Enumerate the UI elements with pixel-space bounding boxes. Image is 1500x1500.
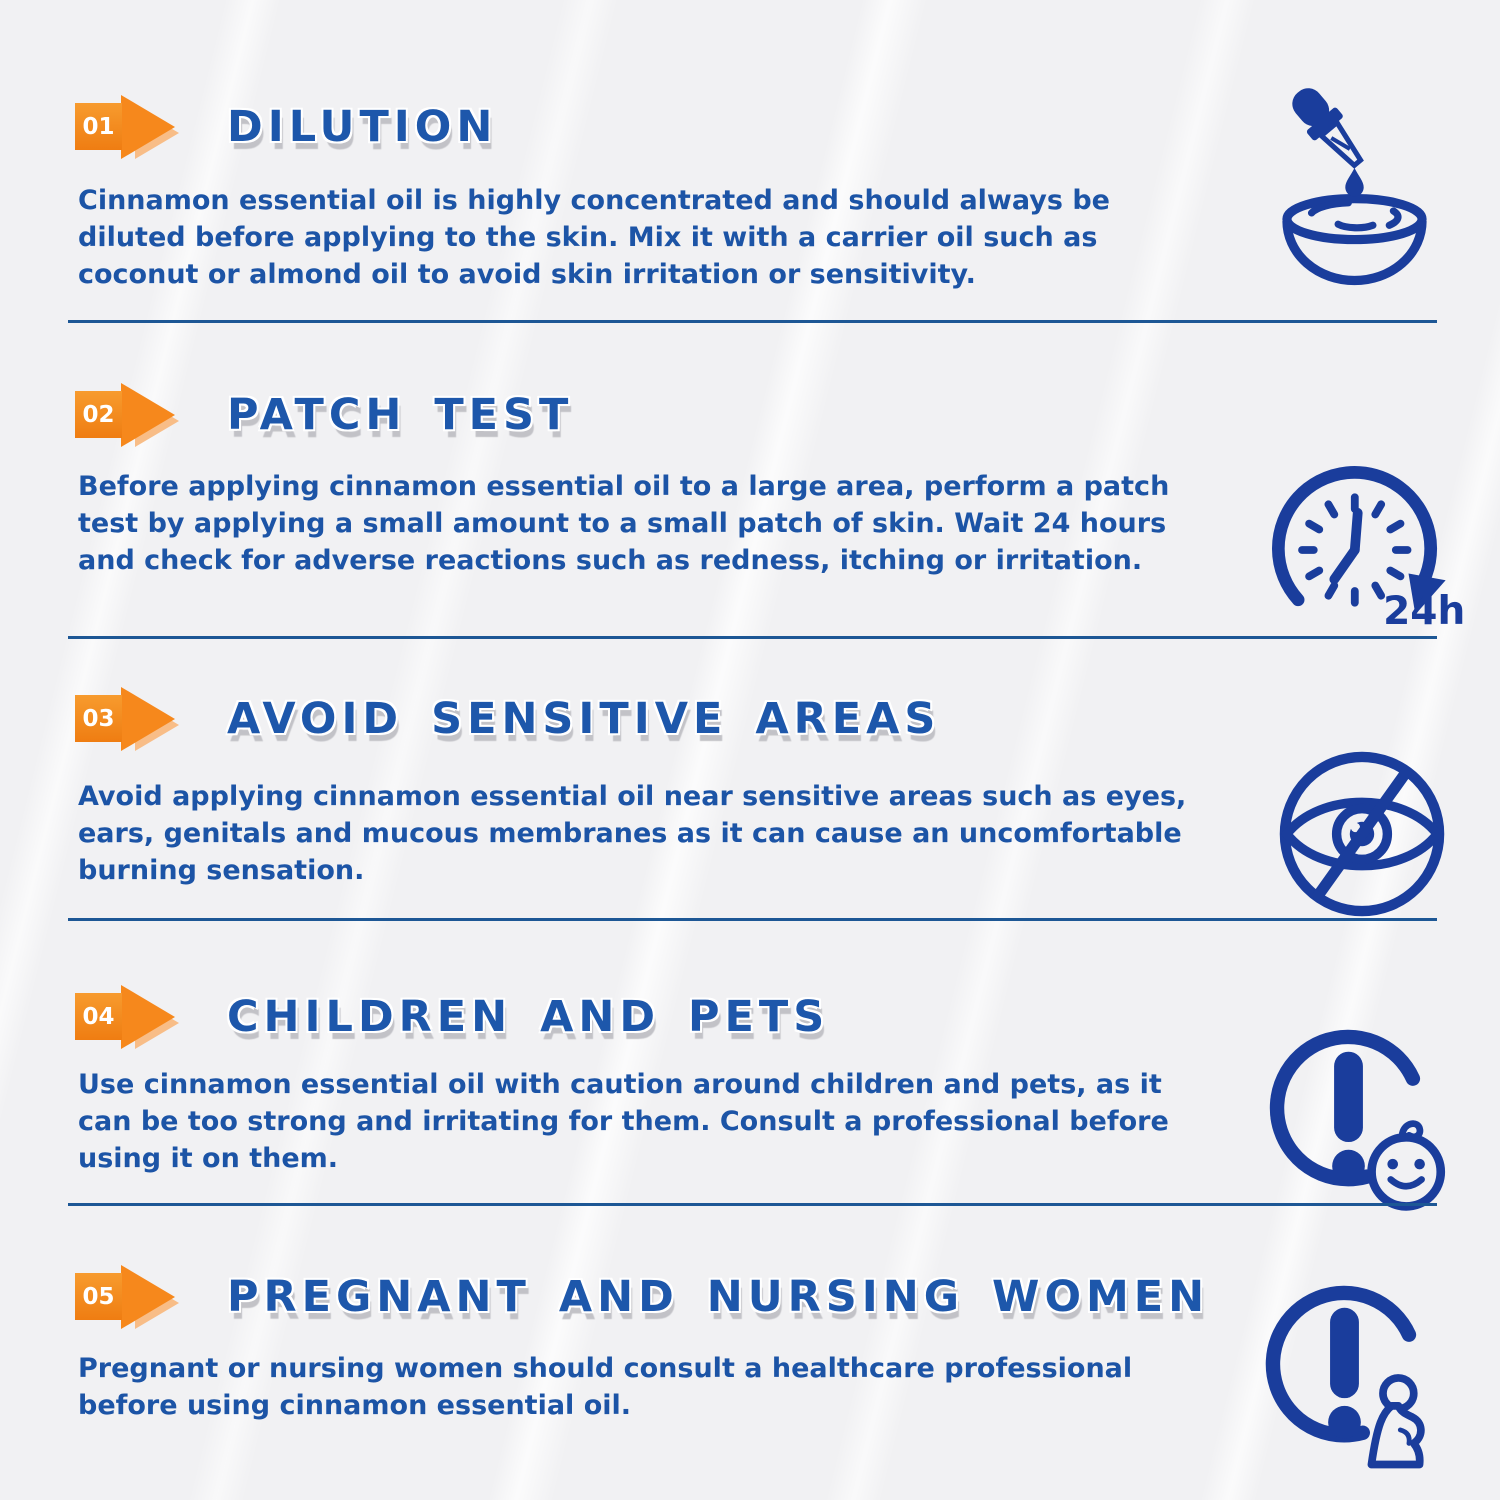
section-number-badge <box>75 94 207 160</box>
divider <box>68 1203 1437 1206</box>
divider <box>68 636 1437 639</box>
section-title: PREGNANT AND NURSING WOMEN <box>227 1272 1210 1322</box>
section-title: DILUTION <box>227 102 498 152</box>
section-number: 01 <box>75 103 122 150</box>
section-header-avoid-sensitive-areas <box>75 686 940 752</box>
section-body: Pregnant or nursing women should consult a healthcare professional before using cinnamon essential oil. <box>78 1353 1133 1421</box>
section-title: AVOID SENSITIVE AREAS <box>227 694 941 744</box>
section-body: Cinnamon essential oil is highly concentrated and should always be diluted before applying to the skin. Mix it with a carrier oil such as coconut or almond oil to avoid skin irritation or sensitivity. <box>78 185 1110 290</box>
section-body: Avoid applying cinnamon essential oil near sensitive areas such as eyes, ears, genitals and mucous membranes as it can cause an uncomfortable burning sensation. <box>78 781 1187 886</box>
warning-pregnant-icon <box>1256 1276 1458 1478</box>
clock-24h-icon <box>1262 452 1472 648</box>
section-header-children-and-pets <box>75 984 829 1050</box>
section-header-dilution <box>75 94 497 160</box>
section-body: Before applying cinnamon essential oil to a large area, perform a patch test by applying a small amount to a small patch of skin. Wait 24 hours and check for adverse reactions such as redness, itching or irritation. <box>78 471 1170 576</box>
section-number-badge <box>75 984 207 1050</box>
warning-baby-icon <box>1260 1020 1462 1217</box>
section-number-badge <box>75 1264 207 1330</box>
section-number-badge <box>75 382 207 448</box>
arrow-triangle-icon <box>121 687 175 751</box>
section-number: 05 <box>75 1273 122 1320</box>
section-header-patch-test <box>75 382 573 448</box>
section-title: PATCH TEST <box>227 390 574 440</box>
divider <box>68 320 1437 323</box>
arrow-triangle-icon <box>121 95 175 159</box>
section-title: CHILDREN AND PETS <box>227 992 830 1042</box>
no-eye-icon <box>1268 740 1456 928</box>
section-number-badge <box>75 686 207 752</box>
section-header-pregnant-and-nursing <box>75 1264 1209 1330</box>
section-number: 02 <box>75 391 122 438</box>
arrow-triangle-icon <box>121 985 175 1049</box>
arrow-triangle-icon <box>121 383 175 447</box>
section-body: Use cinnamon essential oil with caution around children and pets, as it can be too strong and irritating for them. Consult a professional before using it on them. <box>78 1069 1169 1174</box>
dropper-bowl-icon <box>1252 82 1457 302</box>
icon-24h-label: 24h <box>1383 589 1466 635</box>
section-number: 03 <box>75 695 122 742</box>
divider <box>68 918 1437 921</box>
section-number: 04 <box>75 993 122 1040</box>
arrow-triangle-icon <box>121 1265 175 1329</box>
